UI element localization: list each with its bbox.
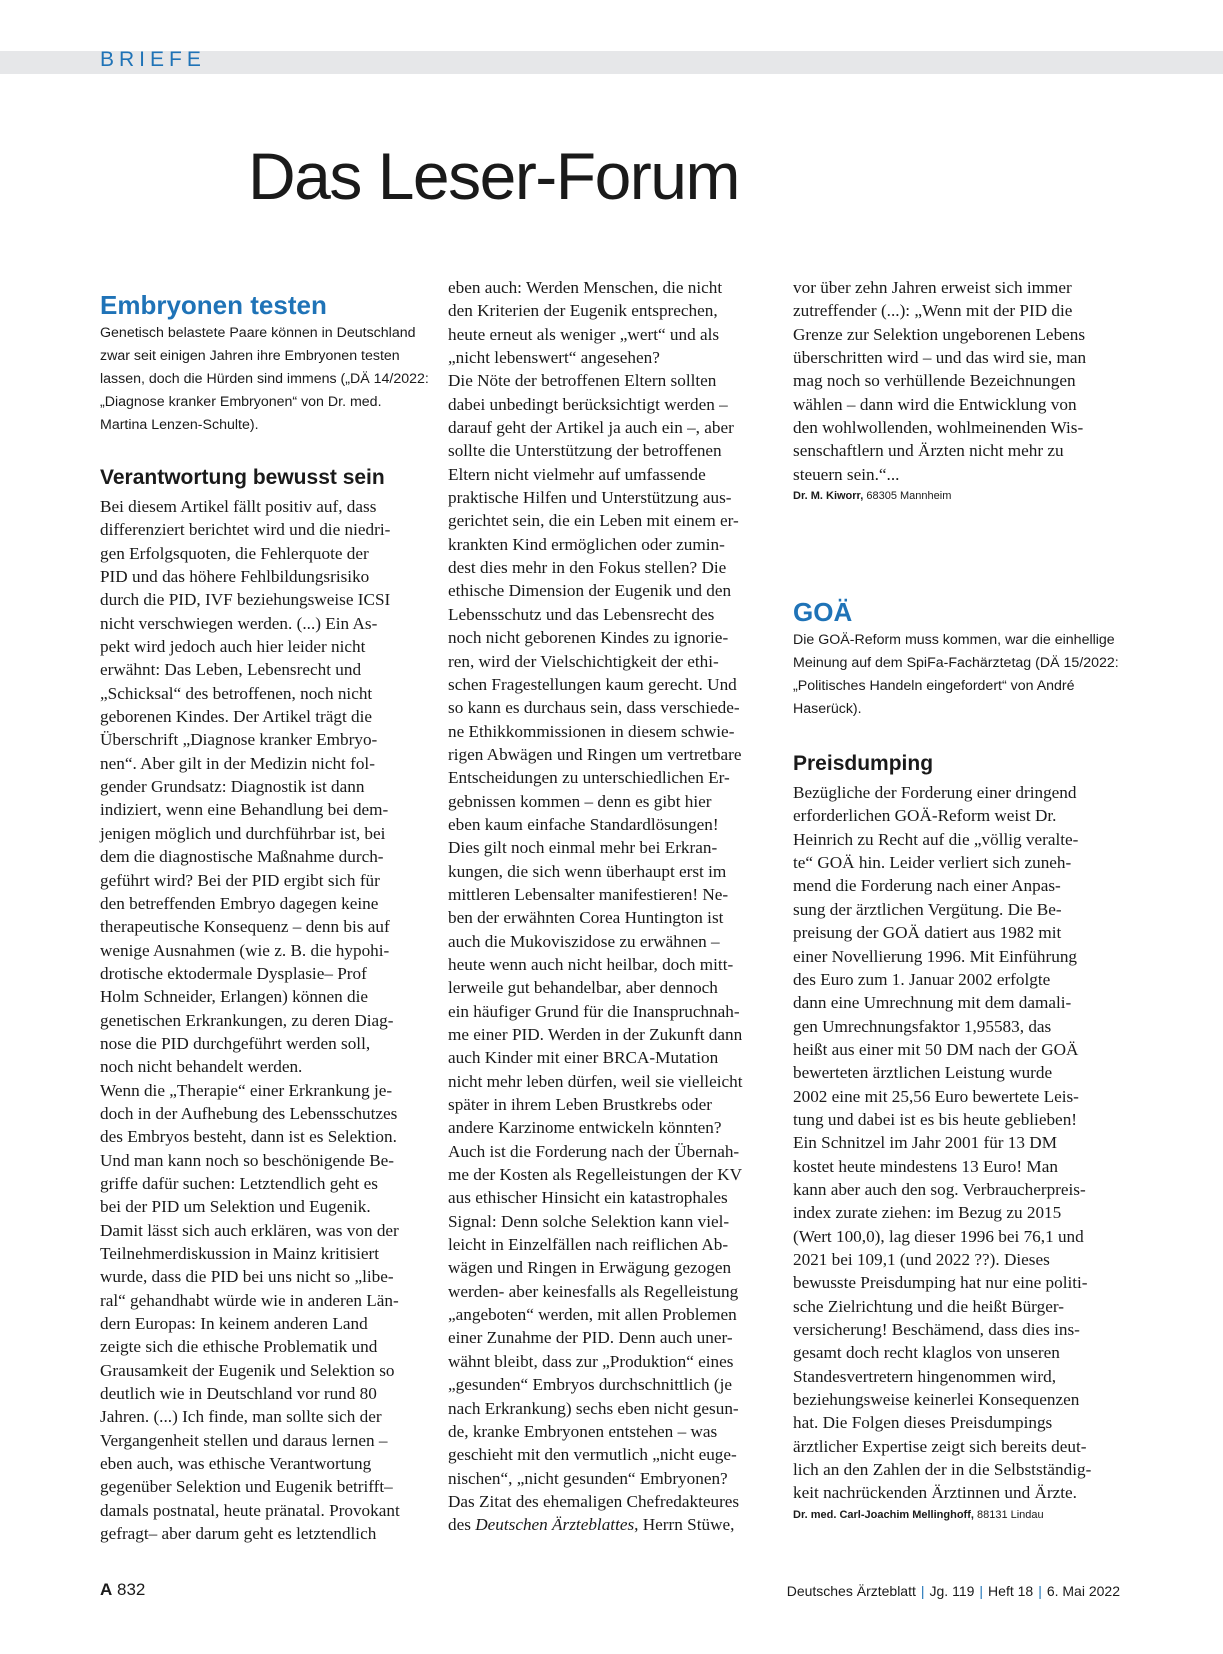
letter-body-continued: eben auch: Werden Menschen, die nicht den Kriterien der Eugenik entsprechen, heute erneut als weniger „wert“ und als „nicht lebenswert“ angesehen? Die Nöte der betroffenen Eltern sollten dabei unbedingt berücksichtigt werden – darauf geht der Artikel ja auch ein –, aber sollte die Unterstützung der betroffenen Eltern nicht vielmehr auf umfassende praktische Hilfen und Unterstützung aus- gerichtet sein, die ein Leben mit einem er- krankten Kind ermöglichen oder zumin- dest dies mehr in den Fokus stellen? Die ethische Dimension der Eugenik und den Lebensschutz und das Lebensrecht des noch nicht geborenen Kindes zu ignorie- ren, wird der Vielschichtigkeit der ethi- schen Fragestellungen kaum gerecht. Und so kann es durchaus sein, dass verschiede- ne Ethikkommissionen in diesem schwie- rigen Abwägen und Ringen um vertretbare Entscheidungen zu unterschiedlichen Er- gebnissen kommen – denn es gibt hier eben kaum einfache Standardlösungen! Dies gilt noch einmal mehr bei Erkran- kungen, die sich wenn überhaupt erst im mittleren Lebensalter manifestieren! Ne- ben der erwähnten Corea Huntington ist auch die Mukoviszidose zu erwähnen – heute wenn auch nicht heilbar, doch mitt- lerweile gut behandelbar, aber dennoch ein häufiger Grund für die Inanspruchnah- me einer PID. Werden in der Zukunft dann auch Kinder mit einer BRCA-Mutation nicht mehr leben dürfen, weil sie vielleicht später in ihrem Leben Brustkrebs oder andere Karzinome entwickeln könnten? Auch ist die Forderung nach der Übernah- me der Kosten als Regelleistungen der KV aus ethischer Hinsicht ein katastrophales Signal: Denn solche Selektion kann viel- leicht in Einzelfällen nach reiflichen Ab- wägen und Ringen in Erwägung gezogen werden- aber keinesfalls als Regelleistung „angeboten“ werden, mit allen Problemen einer Zunahme der PID. Denn auch uner- wähnt bleibt, dass zur „Produktion“ eines „gesunden“ Embryos durchschnittlich (je nach Erkrankung) sechs eben nicht gesun- de, kranke Embryonen entstehen – was geschieht mit den vermutlich „nicht euge- nischen“, „nicht gesunden“ Embryonen? Das Zitat des ehemaligen Chefredakteures [448,278,743,1511]
letter-title-preisdumping: Preisdumping [793,752,934,776]
last-line-suffix: , Herrn Stüwe, [634,1515,735,1535]
author-line-kiworr [793,488,1123,504]
journal-name: Deutsches Ärzteblatt [786,1583,916,1599]
page-number-value: 832 [112,1580,146,1599]
topic-intro-embryonen: Genetisch belastete Paare können in Deutschland zwar seit einigen Jahren ihre Embryonen testen lassen, doch die Hürden sind immens („DÄ 14/2022: „Diagnose kranker Embryonen“ von Dr. med. Martina Lenzen-Schulte). [100,325,429,433]
section-label: BRIEFE [100,48,206,71]
journal-date: 6. Mai 2022 [1046,1583,1120,1599]
letter-body-pid-end: vor über zehn Jahren erweist sich immer zutreffender (...): „Wenn mit der PID die Grenze zur Selektion ungeborenen Lebens überschritten wird – und das wird sie, man mag noch so verhüllende Bezeichnungen wählen – dann wird die Entwicklung von den wohlwollenden, wohlmeinenden Wis- senschaftlern und Ärzten nicht mehr zu steuern sein.“... [793,278,1087,484]
page-title: Das Leser-Forum [248,139,739,213]
letter-body-verantwortung: Bei diesem Artikel fällt positiv auf, dass differenziert berichtet wird und die niedri- gen Erfolgsquoten, die Fehlerquote der PID und das höhere Fehlbildungsrisiko durch die PID, IVF beziehungsweise ICSI nicht verschwiegen werden. (...) Ein As- pekt wird jedoch auch hier leider nicht erwähnt: Das Leben, Lebensrecht und „Schicksal“ des betroffenen, noch nicht geborenen Kindes. Der Artikel trägt die Überschrift „Diagnose kranker Embryo- nen“. Aber gilt in der Medizin nicht fol- gender Grundsatz: Diagnostik ist dann indiziert, wenn eine Behandlung bei dem- jenigen möglich und durchführbar ist, bei dem die diagnostische Maßnahme durch- geführt wird? Bei der PID ergibt sich für den betreffenden Embryo dagegen keine therapeutische Konsequenz – denn bis auf wenige Ausnahmen (wie z. B. die hypohi- drotische ektodermale Dysplasie– Prof Holm Schneider, Erlangen) können die genetischen Erkrankungen, zu deren Diag- nose die PID durchgeführt werden soll, noch nicht behandelt werden. Wenn die „Therapie“ einer Erkrankung je- doch in der Aufhebung des Lebensschutzes des Embryos besteht, dann ist es Selektion. Und man kann noch so beschönigende Be- griffe dafür suchen: Letztendlich geht es bei der PID um Selektion und Eugenik. Damit lässt sich auch erklären, was von der Teilnehmerdiskussion in Mainz kritisiert wurde, dass die PID bei uns nicht so „libe- ral“ gehandhabt würde wie in anderen Län- dern Europas: In keinem anderen Land zeigte sich die ethische Problematik und Grausamkeit der Eugenik und Selektion so deutlich wie in Deutschland vor rund 80 Jahren. (...) Ich finde, man sollte sich der Vergangenheit stellen und daraus lernen – eben auch, was ethische Verantwortung gegenüber Selektion und Eugenik betrifft– damals postnatal, heute pränatal. Provokant gefragt– aber darum geht es letztendlich [100,497,400,1544]
page-prefix: A [100,1580,113,1599]
last-line-prefix: des [448,1515,476,1535]
journal-volume: Jg. 119 [929,1583,975,1599]
journal-issue: Heft 18 [988,1583,1034,1599]
topic-intro-goae: Die GOÄ-Reform muss kommen, war die einhellige Meinung auf dem SpiFa-Fachärztetag (DÄ 15/2022: „Politisches Handeln eingefordert“ von André Haserück). [793,632,1119,718]
footer-separator: | [979,1583,984,1599]
author-name: Dr. M. Kiworr, [793,490,864,503]
letter-body-preisdumping: Bezügliche der Forderung einer dringend erforderlichen GOÄ-Reform weist Dr. Heinrich zu Recht auf die „völlig veralte- te“ GOÄ hin. Leider verliert sich zuneh- mend die Forderung nach einer Anpas- sung der ärztlichen Vergütung. Die Be- preisung der GOÄ datiert aus 1982 mit einer Novellierung 1996. Mit Einführung des Euro zum 1. Januar 2002 erfolgte dann eine Umrechnung mit dem damali- gen Umrechnungsfaktor 1,95583, das heißt aus einer mit 50 DM nach der GOÄ bewerteten ärztlichen Leistung wurde 2002 eine mit 25,56 Euro bewertete Leis- tung und dabei ist es bis heute geblieben! Ein Schnitzel im Jahr 2001 für 13 DM kostet heute mindestens 13 Euro! Man kann aber auch den sog. Verbraucherpreis- index zurate ziehen: im Bezug zu 2015 (Wert 100,0), lag dieser 1996 bei 76,1 und 2021 bei 109,1 (und 2022 ??). Dieses bewusste Preisdumping hat nur eine politi- sche Zielrichtung und die heißt Bürger- versicherung! Beschämend, dass dies ins- gesamt doch recht klaglos von unseren Standesvertretern hingenommen wird, beziehungsweise keinerlei Konsequenzen hat. Die Folgen dieses Preisdumpings ärztlicher Expertise zeigt sich bereits deut- lich an den Zahlen der in die Selbstständig- keit nachrückenden Ärztinnen und Ärzte. [793,783,1092,1503]
author-place: 88131 Lindau [973,1508,1044,1521]
column-3 [793,276,1123,1523]
column-2 [448,276,778,1537]
letter-body-last-line [448,1513,778,1536]
topic-title-goae: GOÄ [793,597,853,628]
footer-separator: | [920,1583,925,1599]
journal-title-italic: Deutschen Ärzteblattes [475,1515,635,1535]
journal-footer [787,1583,1120,1599]
footer-separator: | [1038,1583,1042,1599]
author-line-mellinghoff [793,1507,1123,1523]
author-name: Dr. med. Carl-Joachim Mellinghoff, [793,1508,974,1521]
author-place: 68305 Mannheim [863,490,952,503]
topic-title-embryonen: Embryonen testen [100,290,327,320]
page-number [100,1580,145,1600]
letter-title-verantwortung: Verantwortung bewusst sein [100,466,385,489]
column-1 [100,290,430,1545]
